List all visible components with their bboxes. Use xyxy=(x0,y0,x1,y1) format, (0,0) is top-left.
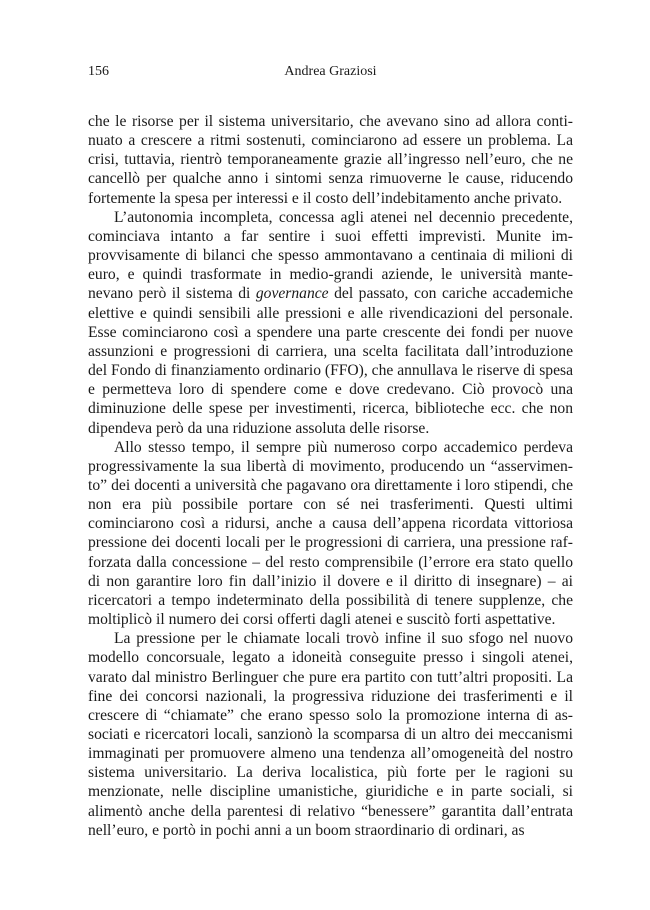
running-head xyxy=(88,62,573,82)
paragraph-1 xyxy=(88,112,573,208)
body-text xyxy=(88,112,573,840)
paragraph-text: del passato, con cariche accademiche elettive e quindi sensibili alle pressioni e alle rivendicazioni del personale. Esse cominciarono così a spendere una parte crescente dei fondi per nuove assunzioni e progressioni di carriera, una scelta facilitata dall’introduzione del Fondo di finanziamento ordinario (FFO), che annullava le riserve di spesa e permetteva loro di spendere come e dove credevano. Ciò provocò una diminuzione delle spese per investimenti, ricerca, biblioteche ecc. che non dipendeva però da una riduzione assoluta delle risorse. xyxy=(88,285,574,437)
paragraph-text: L’autonomia incompleta, concessa agli atenei nel decennio precedente, cominciava intanto a far sentire i suoi effetti imprevisti. Munite improvvisamente di bilanci che spesso ammontavano a centinaia di milioni di euro, e quindi trasformate in medio-grandi aziende, le università mantenevano però il sistema di xyxy=(88,208,573,303)
running-head-author: Andrea Graziosi xyxy=(284,64,377,79)
page-number: 156 xyxy=(88,64,109,79)
paragraph-text: Allo stesso tempo, il sempre più numeroso corpo accademico perdeva progressivamente la sua libertà di movimento, producendo un “asservimento” dei docenti a università che pagavano ora direttamente i loro stipendi, che non era più possibile portare con sé nei trasferimenti. Questi ultimi cominciarono così a ridursi, anche a causa dell’appena ricordata vittoriosa pressione dei docenti locali per le progressioni di carriera, una pressione rafforzata dalla concessione – del resto comprensibile (l’errore era stato quello di non garantire loro fin dall’inizio il dovere e il diritto di insegnare) – ai ricercatori a tempo indeterminato della possibilità di tenere supplenze, che moltiplicò il numero dei corsi offerti dagli atenei e suscitò forti aspettative. xyxy=(88,438,573,629)
paragraph-text: La pressione per le chiamate locali trovò infine il suo sfogo nel nuovo modello concorsuale, legato a idoneità conseguite presso i singoli atenei, varato dal ministro Berlinguer che pure era partito con tutt’altri propositi. La fine dei concorsi nazionali, la progressiva riduzione dei trasferimenti e il crescere di “chiamate” che erano spesso solo la promozione interna di associati e ricercatori locali, sanzionò la scomparsa di un altro dei meccanismi immaginati per promuovere almeno una tendenza all’omogeneità del nostro sistema universitario. La deriva localistica, più forte per le ragioni su menzionate, nelle discipline umanistiche, giuridiche e in parte sociali, si alimentò anche della parentesi di relativo “benessere” garantita dall’entrata nell’euro, e portò in pochi anni a un boom straordinario di ordinari, as xyxy=(88,630,573,839)
paragraph-text: che le risorse per il sistema universitario, che avevano sino ad allora continuato a crescere a ritmi sostenuti, cominciarono ad essere un problema. La crisi, tuttavia, rientrò temporaneamente grazie all’ingresso nell’euro, che ne cancellò per qualche anno i sintomi senza rimuoverne le cause, riducendo fortemente la spesa per interessi e il costo dell’indebitamento anche privato. xyxy=(88,113,573,207)
paragraph-3 xyxy=(88,438,573,630)
paragraph-2 xyxy=(88,208,573,438)
paragraph-4 xyxy=(88,629,573,840)
italic-term: governance xyxy=(255,285,329,303)
